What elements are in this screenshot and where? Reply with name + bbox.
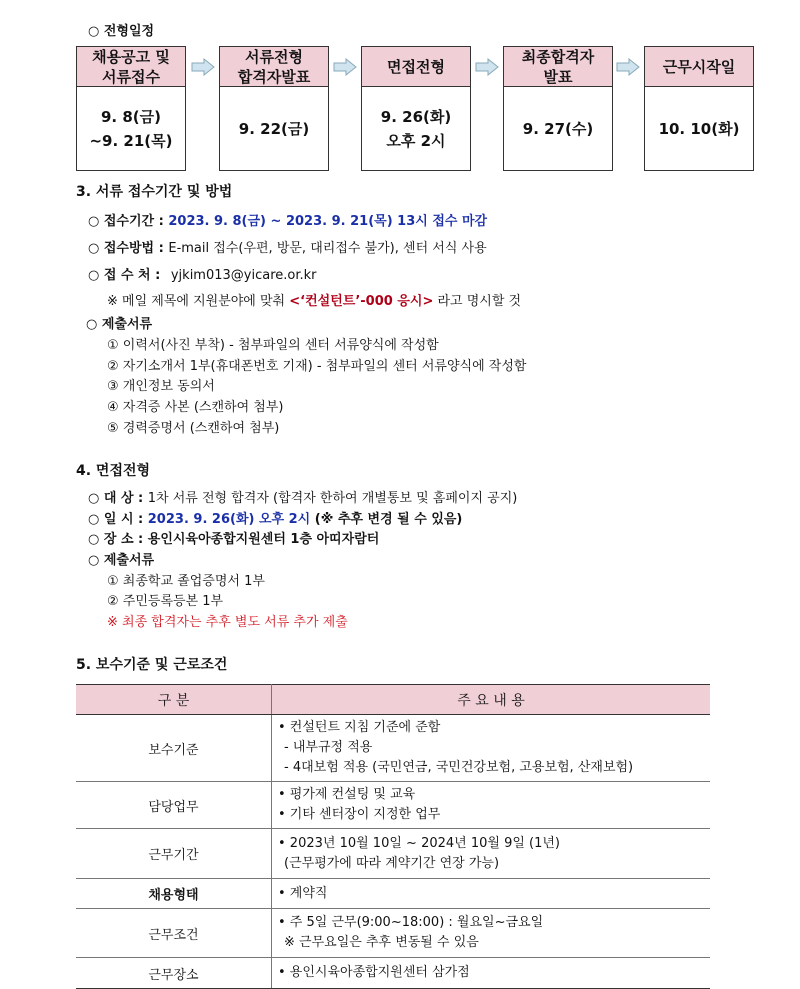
content-line: ※ 근무요일은 추후 변동될 수 있음 <box>284 935 479 950</box>
doc-item: ② 주민등록등본 1부 <box>107 594 224 609</box>
doc-item: ① 최종학교 졸업증명서 1부 <box>107 574 265 589</box>
period-value: 2023. 9. 8(금) ~ 2023. 9. 21(목) 13시 접수 마감 <box>168 214 488 229</box>
row-content <box>272 958 711 989</box>
interview-place: ○ 장 소 : 용인시육아종합지원센터 1층 아띠자람터 <box>88 532 380 547</box>
row-label: 근무조건 <box>76 909 272 958</box>
table-row <box>76 958 710 989</box>
stage-title: 면접전형 <box>361 46 471 87</box>
mail-subject-note <box>107 290 521 309</box>
date-value: 2023. 9. 26(화) 오후 2시 <box>147 512 311 527</box>
period-label: ○ 접수기간 : <box>88 214 169 229</box>
doc-item: ③ 개인정보 동의서 <box>107 379 215 394</box>
method-row <box>88 237 487 256</box>
method-value: E-mail 접수(우편, 방문, 대리접수 불가), 센터 서식 사용 <box>168 241 487 256</box>
period-row <box>88 210 487 229</box>
target-row <box>88 487 517 506</box>
content-line: - 4대보험 적용 (국민연금, 국민건강보험, 고용보험, 산재보험) <box>284 760 634 775</box>
table-row <box>76 909 710 958</box>
stage-date: 10. 10(화) <box>644 87 754 171</box>
stage-final-result <box>503 46 613 171</box>
row-label: 채용형태 <box>76 879 272 909</box>
row-label: 담당업무 <box>76 782 272 829</box>
target-value: 1차 서류 전형 합격자 (합격자 한하여 개별통보 및 홈페이지 공지) <box>147 491 518 506</box>
content-line: • 주 5일 근무(9:00~18:00) : 월요일~금요일 <box>278 915 544 930</box>
stage-interview <box>361 46 471 171</box>
destination-label: ○ 접 수 처 : <box>88 268 165 283</box>
table-row <box>76 782 710 829</box>
stage-date: 9. 22(금) <box>219 87 329 171</box>
stage-title: 최종합격자 발표 <box>503 46 613 87</box>
content-line: • 기타 센터장이 지정한 업무 <box>278 807 441 822</box>
destination-row <box>88 264 317 283</box>
docs-heading: ○ 제출서류 <box>86 317 153 332</box>
date-label: ○ 일 시 : <box>88 512 148 527</box>
content-line: (근무평가에 따라 계약기간 연장 가능) <box>284 855 500 871</box>
section5-title: 5. 보수기준 및 근로조건 <box>76 657 228 673</box>
content-line: • 2023년 10월 10일 ~ 2024년 10월 9일 (1년) <box>278 835 561 851</box>
row-content <box>272 715 711 782</box>
stage-start-date <box>644 46 754 171</box>
conditions-table <box>76 684 710 989</box>
content-line: • 계약직 <box>278 885 328 901</box>
arrow-right-icon <box>616 58 640 76</box>
doc-item: ⑤ 경력증명서 (스캔하여 첨부) <box>107 421 280 436</box>
table-row <box>76 715 710 782</box>
date-note: (※ 추후 변경 될 수 있음) <box>310 512 463 527</box>
content-line: • 용인시육아종합지원센터 삼가점 <box>278 965 470 980</box>
stage-application <box>76 46 186 171</box>
table-row <box>76 829 710 879</box>
stage-title: 서류전형 합격자발표 <box>219 46 329 87</box>
interview-date-row <box>88 508 462 527</box>
header-content: 주 요 내 용 <box>272 685 711 715</box>
final-docs-note: ※ 최종 합격자는 추후 별도 서류 추가 제출 <box>107 615 348 630</box>
table-header <box>76 685 710 715</box>
row-label: 보수기준 <box>76 715 272 782</box>
target-label: ○ 대 상 : <box>88 491 148 506</box>
stage-date: 9. 8(금) ~9. 21(목) <box>76 87 186 171</box>
stage-document-result <box>219 46 329 171</box>
destination-email: yjkim013@yicare.or.kr <box>170 268 317 283</box>
note-suffix: 라고 명시할 것 <box>433 294 522 309</box>
note-highlight: <‘컨설턴트’-000 응시> <box>289 294 434 309</box>
content-line: • 평가제 컨설팅 및 교육 <box>278 787 416 802</box>
section3-title: 3. 서류 접수기간 및 방법 <box>76 184 233 200</box>
arrow-right-icon <box>475 58 499 76</box>
doc-item: ① 이력서(사진 부착) - 첨부파일의 센터 서류양식에 작성함 <box>107 338 439 353</box>
note-prefix: ※ 메일 제목에 지원분야에 맞춰 <box>107 294 290 309</box>
arrow-right-icon <box>191 58 215 76</box>
arrow-right-icon <box>333 58 357 76</box>
row-content <box>272 829 711 879</box>
doc-item: ② 자기소개서 1부(휴대폰번호 기재) - 첨부파일의 센터 서류양식에 작성함 <box>107 359 527 374</box>
content-line: - 내부규정 적용 <box>284 740 373 755</box>
stage-date: 9. 26(화) 오후 2시 <box>361 87 471 171</box>
row-label: 근무장소 <box>76 958 272 989</box>
stage-title: 채용공고 및 서류접수 <box>76 46 186 87</box>
method-label: ○ 접수방법 : <box>88 241 169 256</box>
header-category: 구 분 <box>76 685 272 715</box>
section4-title: 4. 면접전형 <box>76 463 151 479</box>
row-label: 근무기간 <box>76 829 272 879</box>
row-content <box>272 879 711 909</box>
stage-date: 9. 27(수) <box>503 87 613 171</box>
content-line: • 컨설턴트 지침 기준에 준함 <box>278 720 441 735</box>
row-content <box>272 782 711 829</box>
schedule-heading: ○ 전형일정 <box>88 24 155 39</box>
stage-title: 근무시작일 <box>644 46 754 87</box>
row-content <box>272 909 711 958</box>
table-row <box>76 879 710 909</box>
doc-item: ④ 자격증 사본 (스캔하여 첨부) <box>107 400 284 415</box>
interview-docs-heading: ○ 제출서류 <box>88 553 155 568</box>
